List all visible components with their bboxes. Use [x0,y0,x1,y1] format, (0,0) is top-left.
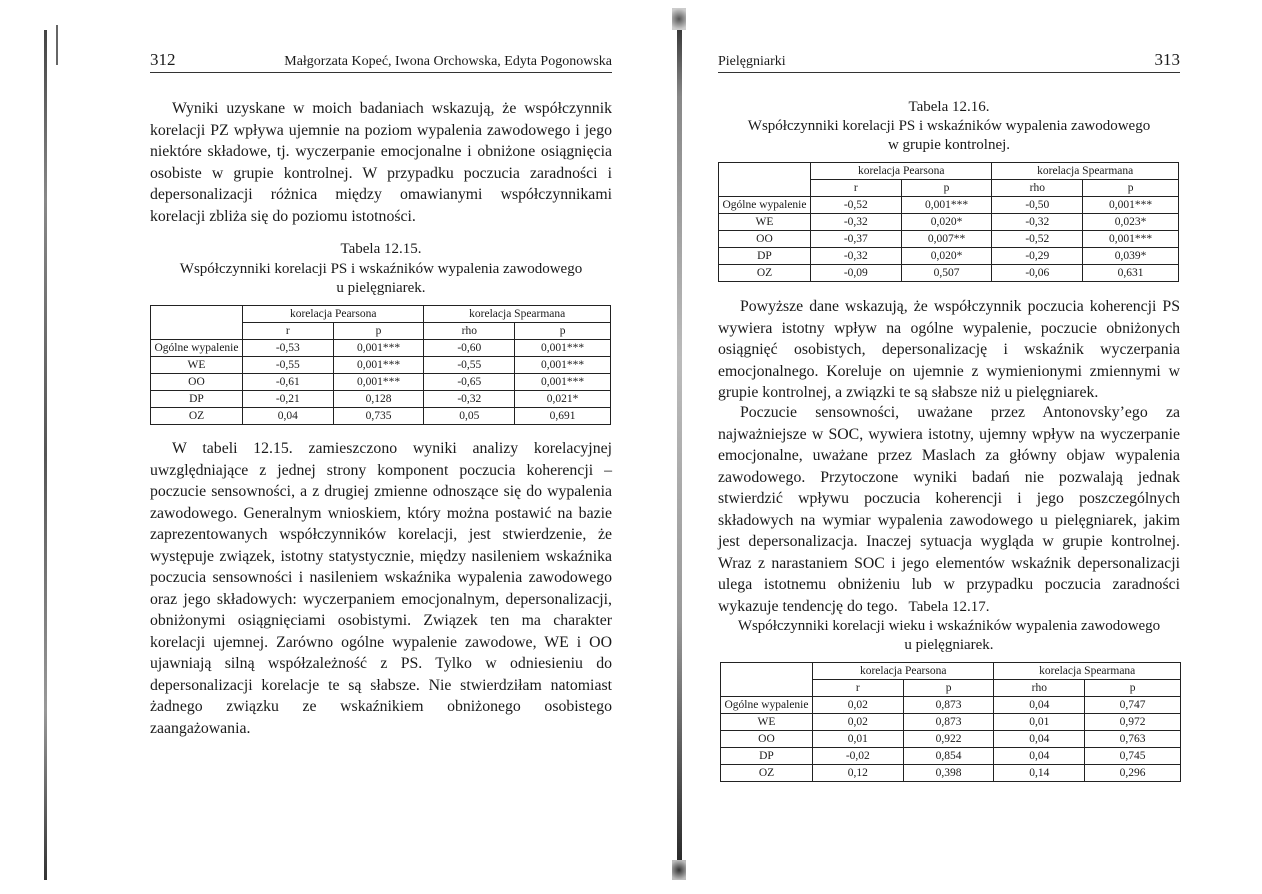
table-cell: 0,128 [333,391,424,408]
table-cell: -0,60 [424,340,515,357]
table-cell: 0,020* [901,214,992,231]
table-cell: -0,65 [424,374,515,391]
row-label: DP [151,391,243,408]
table-row [721,765,1181,782]
table-cell: 0,007** [901,231,992,248]
table-cell: -0,52 [992,231,1083,248]
table-cell: 0,735 [333,408,424,425]
correlation-table [720,662,1181,782]
table-cell: -0,21 [242,391,333,408]
table-group-header: korelacja Pearsona [812,663,993,680]
table-cell: 0,04 [994,731,1085,748]
table-row [719,214,1179,231]
table-cell: -0,32 [810,214,901,231]
table-group-header: korelacja Spearmana [994,663,1181,680]
table-cell: 0,020* [901,248,992,265]
table-corner [721,680,813,697]
table-cell: -0,55 [424,357,515,374]
running-title: Pielęgniarki [718,54,786,69]
table-caption: Współczynniki korelacji PS i wskaźników wypalenia zawodowego [179,261,583,277]
table-cell: 0,01 [812,731,903,748]
table-cell: 0,001*** [1083,231,1179,248]
table-row [151,391,611,408]
table-row [151,408,611,425]
table-row [721,697,1181,714]
table-cell: 0,873 [903,697,994,714]
table-caption-line-2: w grupie kontrolnej. [887,137,1011,153]
table-cell: 0,001*** [333,340,424,357]
table-group-header: korelacja Pearsona [242,306,423,323]
table-cell: 0,001*** [1083,197,1179,214]
running-head [150,52,612,73]
table-cell: -0,32 [992,214,1083,231]
table-cell: 0,873 [903,714,994,731]
table-col-header: r [242,323,333,340]
left-page [150,0,612,894]
table-cell: -0,32 [810,248,901,265]
gutter-bottom-shadow [672,860,686,880]
table-cell: 0,12 [812,765,903,782]
table-row [719,265,1179,282]
table-cell: 0,763 [1085,731,1181,748]
right-page [718,0,1180,894]
table-col-header: p [333,323,424,340]
book-left-edge-mark [56,25,58,65]
table-col-header: rho [994,680,1085,697]
table-row [719,197,1179,214]
table-row [719,231,1179,248]
gutter-top-shadow [672,8,686,30]
table-cell: 0,296 [1085,765,1181,782]
row-label: Ogólne wypalenie [721,697,813,714]
row-label: WE [151,357,243,374]
running-head [718,52,1180,73]
table-cell: 0,001*** [901,197,992,214]
row-label: Ogólne wypalenie [719,197,811,214]
table-cell: -0,52 [810,197,901,214]
table-corner [721,663,813,680]
table-col-header: p [903,680,994,697]
table-col-header: r [812,680,903,697]
table-cell: 0,972 [1085,714,1181,731]
table-cell: 0,023* [1083,214,1179,231]
table-cell: 0,039* [1083,248,1179,265]
table-group-header: korelacja Spearmana [424,306,611,323]
table-row [721,748,1181,765]
row-label: OO [151,374,243,391]
table-label: Tabela 12.15. [340,241,422,257]
page-number: 313 [1154,50,1180,69]
table-cell: 0,631 [1083,265,1179,282]
table-caption: Współczynniki korelacji wieku i wskaźników wypalenia zawodowego [737,618,1161,634]
table-cell: 0,745 [1085,748,1181,765]
table-cell: -0,53 [242,340,333,357]
book-gutter [677,10,682,880]
table-cell: -0,02 [812,748,903,765]
row-label: OZ [721,765,813,782]
table-group-header: korelacja Spearmana [992,163,1179,180]
table-cell: 0,398 [903,765,994,782]
table-cell: -0,50 [992,197,1083,214]
table-cell: 0,507 [901,265,992,282]
table-caption: Współczynniki korelacji PS i wskaźników wypalenia zawodowego [747,118,1151,134]
table-row [151,357,611,374]
row-label: DP [719,248,811,265]
table-cell: 0,04 [994,697,1085,714]
table-row [719,248,1179,265]
table-corner [719,180,811,197]
table-col-header: p [1083,180,1179,197]
correlation-table [150,305,611,425]
row-label: OO [721,731,813,748]
running-title: Małgorzata Kopeć, Iwona Orchowska, Edyta Pogonowska [284,54,612,69]
row-label: OZ [151,408,243,425]
row-label: DP [721,748,813,765]
table-cell: -0,37 [810,231,901,248]
table-label: Tabela 12.17. [908,599,990,615]
table-cell: 0,854 [903,748,994,765]
paragraph: Poczucie sensowności, uważane przez Antonovsky’ego za najważniejsze w SOC, wywiera istotny, ujemny wpływ na wyczerpanie emocjonalne, uważane przez Maslach za główny objaw wypalenia zawodowego. Przytoczone wyniki badań nie pozwalają jednak stwierdzić wpływu poczucia koherencji i jego poszczególnych składowych na wymiar wypalenia zawodowego u pielęgniarek, jakim jest depersonalizacja. Inaczej sytuacja wygląda w grupie kontrolnej. Wraz z narastaniem SOC i jego elementów wskaźnik depersonalizacji ulega istotnemu obniżeniu lub w przypadku poczucia zaradności wykazuje tendencję do tego. [718,404,1180,615]
table-col-header: rho [424,323,515,340]
row-label: Ogólne wypalenie [151,340,243,357]
table-corner [719,163,811,180]
table-cell: 0,02 [812,697,903,714]
table-cell: 0,747 [1085,697,1181,714]
table-row [721,714,1181,731]
paragraph: Powyższe dane wskazują, że współczynnik poczucia koherencji PS wywiera istotny wpływ na ogólne wypalenie, poczucie obniżonych osiągnięć osobistych, depersonalizację i wskaźnik wyczerpania emocjonalnego. Koreluje on ujemnie z wymienionymi zmiennymi w grupie kontrolnej, a związki te są słabsze niż u pielęgniarek. [718,298,1180,401]
row-label: OO [719,231,811,248]
row-label: OZ [719,265,811,282]
table-row [151,374,611,391]
table-cell: 0,01 [994,714,1085,731]
table-cell: -0,55 [242,357,333,374]
table-cell: 0,691 [515,408,611,425]
table-cell: 0,922 [903,731,994,748]
table-col-header: r [810,180,901,197]
row-label: WE [721,714,813,731]
table-cell: 0,021* [515,391,611,408]
table-col-header: rho [992,180,1083,197]
table-cell: 0,04 [994,748,1085,765]
table-col-header: p [515,323,611,340]
table-cell: -0,29 [992,248,1083,265]
table-cell: 0,001*** [333,374,424,391]
table-cell: -0,09 [810,265,901,282]
table-corner [151,306,243,323]
table-col-header: p [1085,680,1181,697]
table-cell: 0,001*** [515,340,611,357]
paragraph: Wyniki uzyskane w moich badaniach wskazują, że współczynnik korelacji PZ wpływa ujemnie na poziom wypalenia zawodowego i jego niektóre składowe, tj. wyczerpanie emocjonalne i obniżone osiągnięcia osobiste w grupie kontrolnej. W przypadku poczucia zaradności i depersonalizacji różnica między omawianymi współczynnikami korelacji zbliża się do poziomu istotności. [150,100,612,225]
table-col-header: p [901,180,992,197]
book-left-edge [44,30,47,880]
correlation-table [718,162,1179,282]
table-cell: 0,02 [812,714,903,731]
table-caption-line-2: u pielęgniarek. [336,280,426,296]
table-label: Tabela 12.16. [908,99,990,115]
table-cell: 0,05 [424,408,515,425]
table-cell: 0,14 [994,765,1085,782]
table-caption-line-2: u pielęgniarek. [904,637,994,653]
table-cell: 0,001*** [515,374,611,391]
page-number: 312 [150,50,176,69]
row-label: WE [719,214,811,231]
table-cell: 0,001*** [333,357,424,374]
paragraph: W tabeli 12.15. zamieszczono wyniki analizy korelacyjnej uwzględniające z jednej strony komponent poczucia koherencji – poczucie sensowności, a z drugiej zmienne odnoszące się do wypalenia zawodowego. Generalnym wnioskiem, który można postawić na bazie zaprezentowanych współczynników korelacji, jest stwierdzenie, że występuje związek, istotny statystycznie, między nasileniem wskaźnika poczucia sensowności i nasileniem wskaźnika wypalenia zawodowego oraz jego składowych: wyczerpaniem emocjonalnym, depersonalizacji, obniżonymi osiągnięciami osobistymi. Związek ten ma charakter korelacji ujemnej. Zarówno ogólne wypalenie zawodowe, WE i OO ujawniają silną współzależność z PS. Tylko w odniesieniu do depersonalizacji korelacje te są słabsze. Nie stwierdziłam natomiast żadnego związku ze wskaźnikiem obniżonego osobistego zaangażowania. [150,440,612,737]
table-cell: 0,04 [242,408,333,425]
table-cell: -0,32 [424,391,515,408]
table-group-header: korelacja Pearsona [810,163,991,180]
table-corner [151,323,243,340]
table-row [151,340,611,357]
table-cell: -0,06 [992,265,1083,282]
table-cell: 0,001*** [515,357,611,374]
table-cell: -0,61 [242,374,333,391]
table-row [721,731,1181,748]
